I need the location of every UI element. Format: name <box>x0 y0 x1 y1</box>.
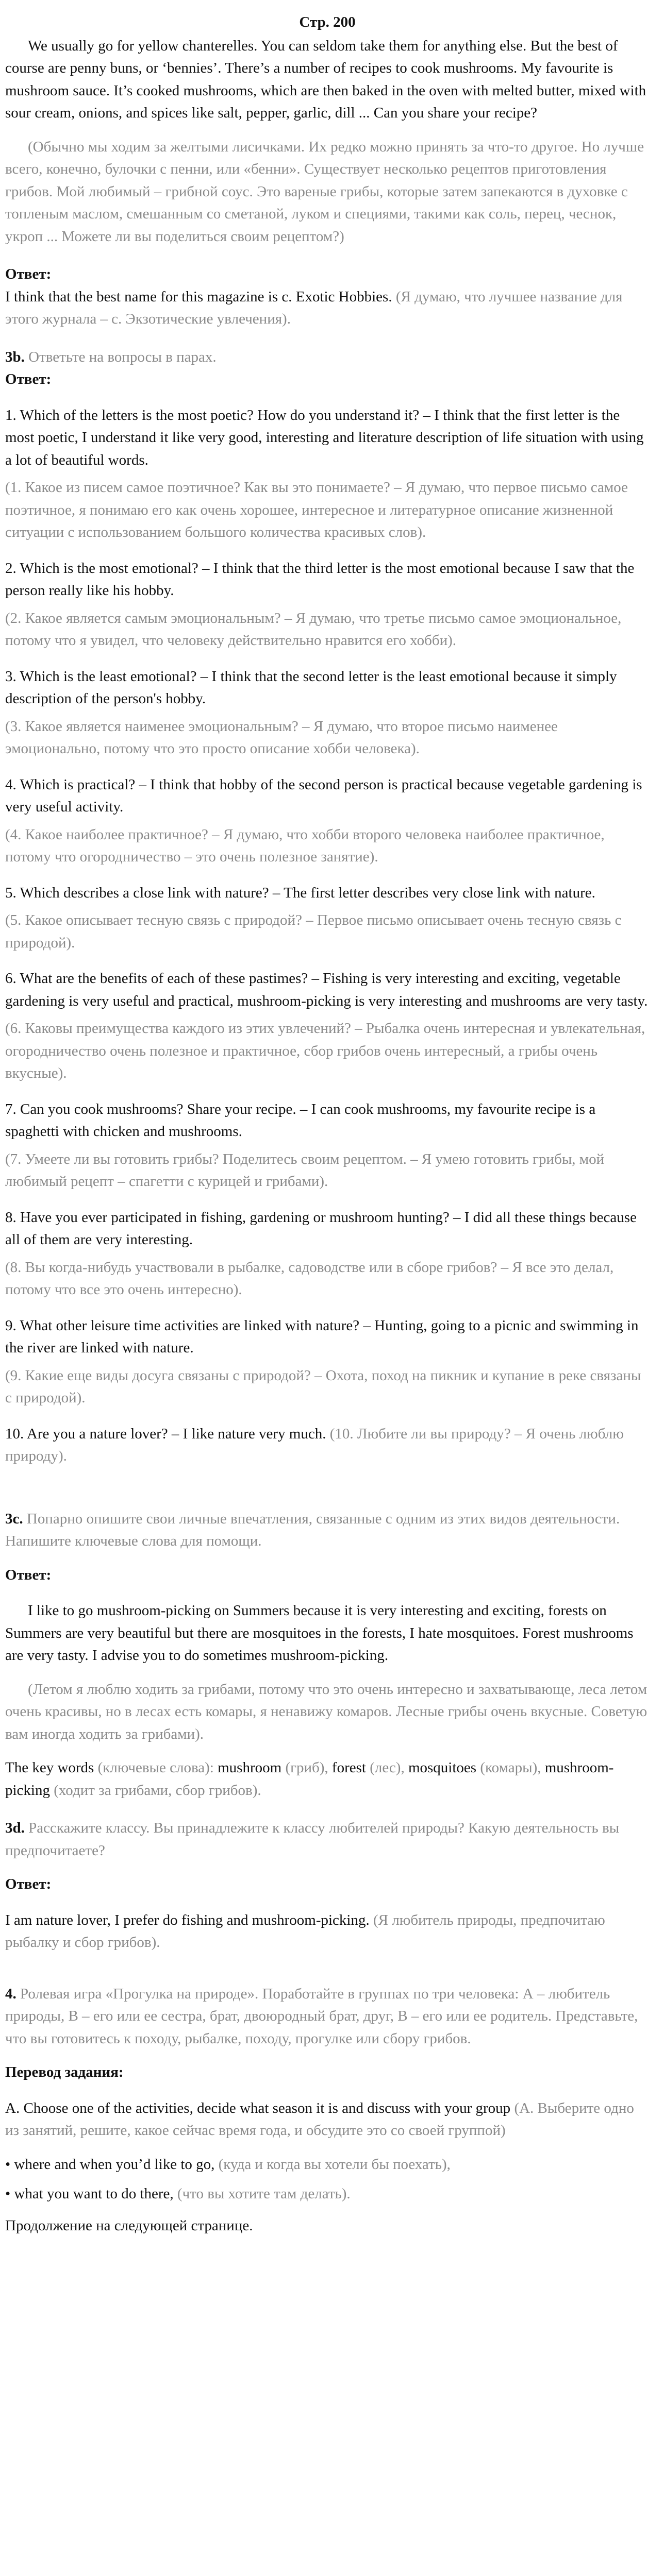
answer-label: Ответ: <box>5 1566 52 1583</box>
qa-russian: (5. Какое описывает тесную связь с природой? – Первое письмо описывает очень тесную связь с природой). <box>5 912 622 951</box>
qa-item <box>5 1315 650 1410</box>
qa-english: 2. Which is the most emotional? – I think that the third letter is the most emotional because I saw that the person really like his hobby. <box>5 560 635 599</box>
qa-russian: (3. Какое является наименее эмоциональным? – Я думаю, что второе письмо наименее эмоционально, потому что это просто описание хобби человека). <box>5 718 558 757</box>
answer-label: Ответ: <box>5 371 52 387</box>
task-4-section <box>5 1983 650 2238</box>
task-4-heading <box>5 1983 650 2050</box>
qa-english: 10. Are you a nature lover? – I like nature very much. <box>5 1425 326 1442</box>
qa-russian: (2. Какое является самым эмоциональным? – Я думаю, что третье письмо самое эмоциональное, потому что я увидел, что человеку действительно нравится его хобби). <box>5 609 622 649</box>
task-3c-text: Попарно опишите свои личные впечатления, связанные с одним из этих видов деятельности. Напишите ключевые слова для помощи. <box>5 1510 620 1549</box>
key-words-lead-russian: (ключевые слова): <box>97 1759 214 1776</box>
intro-section <box>5 35 650 248</box>
answer-label: Ответ: <box>5 1876 52 1892</box>
qa-english: 6. What are the benefits of each of these pastimes? – Fishing is very interesting and exciting, vegetable gardening is very useful and practical, mushroom-picking is very interesting and mushrooms are very tasty. <box>5 970 648 1009</box>
answer-3c-english: I like to go mushroom-picking on Summers because it is very interesting and exciting, forests on Summers are very beautiful but there are mosquitoes in the forests, I hate mosquitoes. Forest mushrooms are very tasty. I advise you to do sometimes mushroom-picking. <box>5 1602 634 1664</box>
task-3b-section <box>5 346 650 1468</box>
task-3d-text: Расскажите классу. Вы принадлежите к классу любителей природы? Какую деятельность вы предпочитаете? <box>5 1820 620 1859</box>
task-3b-text: Ответьте на вопросы в парах. <box>28 348 217 365</box>
answer-3c-russian: (Летом я люблю ходить за грибами, потому что это очень интересно и захватывающе, леса летом очень красивы, но в лесах есть комары, я ненавижу комаров. Лесные грибы очень вкусные. Советую вам иногда ходить за грибами). <box>5 1681 648 1742</box>
qa-russian: (1. Какое из писем самое поэтичное? Как вы это понимаете? – Я думаю, что первое письмо самое поэтичное, я понимаю его как очень хорошее, интересное и литературное описание жизненной ситуации с использованием большого количества красивых слов). <box>5 479 628 540</box>
key-word: mushroom <box>218 1759 282 1776</box>
task-3d-label: 3d. <box>5 1820 25 1836</box>
answer-3d-russian: (Я любитель природы, предпочитаю рыбалку и сбор грибов). <box>5 1911 605 1951</box>
qa-russian-inline: (10. Любите ли вы природу? – Я очень люблю природу). <box>5 1425 624 1464</box>
qa-item <box>5 666 650 760</box>
qa-english: 1. Which of the letters is the most poetic? How do you understand it? – I think that the first letter is the most poetic, I understand it like very good, interesting and literature description of life situation with using a lot of beautiful words. <box>5 406 644 468</box>
answer-3d <box>5 1909 650 1954</box>
key-words <box>5 1757 650 1802</box>
qa-russian: (6. Каковы преимущества каждого из этих увлечений? – Рыбалка очень интересная и увлекательная, огородничество очень полезное и практичное, сбор грибов очень интересный, а грибы очень вкусные). <box>5 1020 645 1081</box>
intro-english: We usually go for yellow chanterelles. You can seldom take them for anything else. But the best of course are penny buns, or ‘bennies’. There’s a number of recipes to cook mushrooms. My favourite is mushroom sauce. It’s cooked mushrooms, which are then baked in the oven with melted butter, mixed with sour cream, onions, and spices like salt, pepper, garlic, dill ... Can you share your recipe? <box>5 37 646 121</box>
qa-english: 5. Which describes a close link with nature? – The first letter describes very close link with nature. <box>5 884 595 901</box>
key-words-lead: The key words <box>5 1759 94 1776</box>
task-3b-heading <box>5 346 650 369</box>
key-word-translation: (лес), <box>370 1759 405 1776</box>
bullet-item <box>5 2154 650 2176</box>
answer-1-text <box>5 286 650 331</box>
qa-item <box>5 882 650 955</box>
answer-1-section <box>5 263 650 331</box>
bullet-english: • what you want to do there, <box>5 2185 174 2202</box>
key-word-translation: (гриб), <box>285 1759 328 1776</box>
page-title: Стр. 200 <box>299 14 356 30</box>
qa-item <box>5 557 650 652</box>
key-word-translation: (комары), <box>480 1759 541 1776</box>
qa-item <box>5 774 650 869</box>
task-3c-heading <box>5 1508 650 1553</box>
qa-russian: (8. Вы когда-нибудь участвовали в рыбалке, садоводстве или в сборе грибов? – Я все это делал, потому что все это очень интересно). <box>5 1259 614 1298</box>
answer-3d-english: I am nature lover, I prefer do fishing and mushroom-picking. <box>5 1911 370 1928</box>
qa-russian: (7. Умеете ли вы готовить грибы? Поделитесь своим рецептом. – Я умею готовить грибы, мой любимый рецепт – спагетти с курицей и грибами). <box>5 1150 605 1190</box>
key-word: mosquitoes <box>408 1759 477 1776</box>
qa-english: 4. Which is practical? – I think that hobby of the second person is practical because vegetable gardening is very useful activity. <box>5 776 642 815</box>
translation-a <box>5 2097 650 2142</box>
bullet-russian: (что вы хотите там делать). <box>177 2185 351 2202</box>
task-3c-label: 3c. <box>5 1510 23 1527</box>
key-word: mushroom-picking <box>5 1759 614 1799</box>
qa-english: 7. Can you cook mushrooms? Share your recipe. – I can cook mushrooms, my favourite recipe is a spaghetti with chicken and mushrooms. <box>5 1100 596 1140</box>
qa-item <box>5 404 650 544</box>
task-3b-label: 3b. <box>5 348 25 365</box>
task-3c-section <box>5 1508 650 1802</box>
qa-russian: (9. Какие еще виды досуга связаны с природой? – Охота, поход на пикник и купание в реке связаны с природой). <box>5 1367 641 1406</box>
task-4-label: 4. <box>5 1985 16 2002</box>
task-3d-section <box>5 1817 650 1954</box>
qa-item <box>5 1207 650 1301</box>
task-3d-heading <box>5 1817 650 1862</box>
qa-english: 9. What other leisure time activities are linked with nature? – Hunting, going to a picnic and swimming in the river are linked with nature. <box>5 1317 639 1356</box>
translation-a-english: A. Choose one of the activities, decide what season it is and discuss with your group <box>5 2099 511 2116</box>
qa-english: 3. Which is the least emotional? – I think that the second letter is the least emotional because it simply description of the person's hobby. <box>5 668 617 707</box>
key-word-translation: (ходит за грибами, сбор грибов). <box>54 1782 261 1799</box>
bullet-english: • where and when you’d like to go, <box>5 2156 215 2173</box>
translation-heading: Перевод задания: <box>5 2064 124 2080</box>
qa-russian: (4. Какое наиболее практичное? – Я думаю, что хобби второго человека наиболее практичное, потому что огородничество – это очень полезное занятие). <box>5 826 605 865</box>
translation-a-russian: (А. Выберите одно из занятий, решите, какое сейчас время года, и обсудите это со своей группой) <box>5 2099 634 2139</box>
task-4-text: Ролевая игра «Прогулка на природе». Поработайте в группах по три человека: А – любитель природы, В – его или ее сестра, брат, двоюродный брат, друг, В – его или ее родитель. Представьте, что вы готовитесь к походу, рыбалке, походу, прогулке или сбору грибов. <box>5 1985 638 2047</box>
continued-note: Продолжение на следующей странице. <box>5 2217 253 2234</box>
qa-english: 8. Have you ever participated in fishing, gardening or mushroom hunting? – I did all these things because all of them are very interesting. <box>5 1209 637 1248</box>
intro-russian: (Обычно мы ходим за желтыми лисичками. Их редко можно принять за что-то другое. Но лучше всего, конечно, булочки с пенни, или «бенни». Существует несколько рецептов приготовления грибов. Мой любимый – грибной соус. Это вареные грибы, которые затем запекаются в духовке с топленым маслом, смешанным со сметаной, луком и специями, такими как соль, перец, чеснок, укроп ... Можете ли вы поделиться своим рецептом?) <box>5 138 644 245</box>
key-word: forest <box>331 1759 366 1776</box>
bullet-russian: (куда и когда вы хотели бы поехать), <box>218 2156 451 2173</box>
qa-item <box>5 1098 650 1193</box>
answer-1-english: I think that the best name for this magazine is c. Exotic Hobbies. <box>5 288 392 305</box>
answer-1-russian: (Я думаю, что лучшее название для этого журнала – с. Экзотические увлечения). <box>5 288 623 327</box>
qa-item <box>5 968 650 1085</box>
bullet-item <box>5 2183 650 2206</box>
qa-item <box>5 1423 650 1468</box>
translation-bullets <box>5 2154 650 2206</box>
answer-label: Ответ: <box>5 266 52 282</box>
